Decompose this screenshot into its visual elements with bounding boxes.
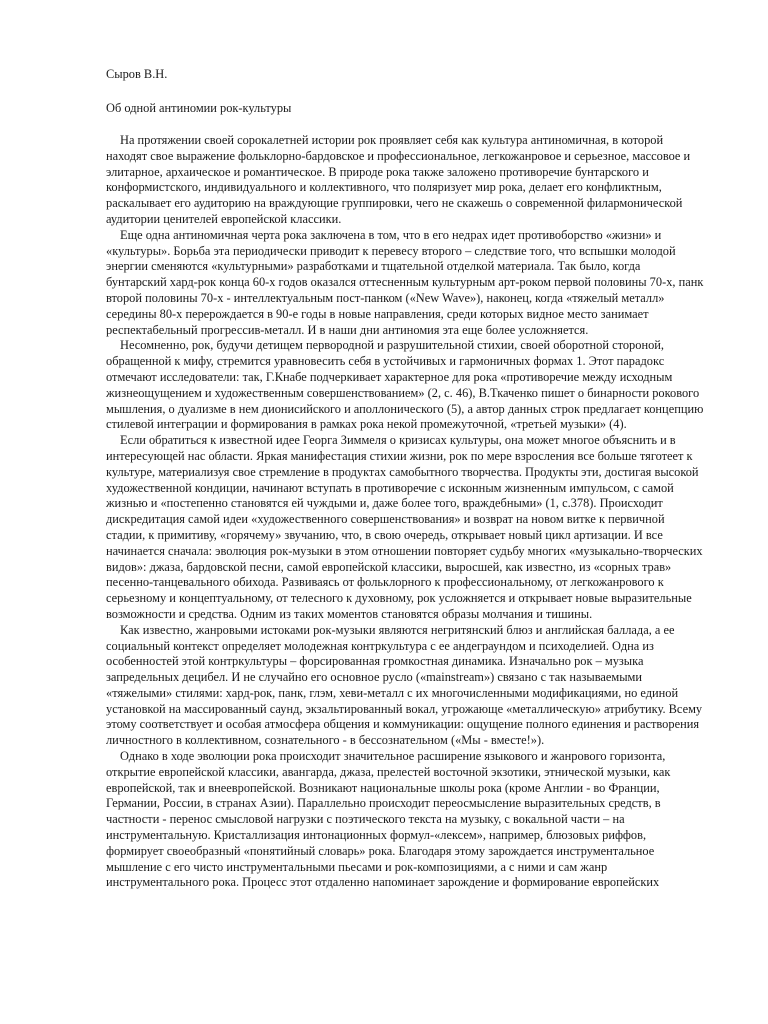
paragraph: Как известно, жанровыми истоками рок-музыки являются негритянский блюз и английская баллада, а ее социальный контекст определяет молодежная контркультура с ее андеграундом и психоделией. Одна из особенностей этой контркультуры – форсированная громкостная динамика. Изначально рок – музыка запредельных децибел. И не случайно его основное русло («mainstream») связано с так называемыми «тяжелыми» стилями: хард-рок, панк, глэм, хеви-металл с их многочисленными модификациями, но единой установкой на массированный саунд, экзальтированный вокал, угрожающе «металлическую» атрибутику. Всему этому соответствует и особая атмосфера общения и коммуникации: ощущение полного единения и растворения личностного в коллективном, сознательного - в бессознательном («Мы - вместе!»).	[106, 622, 703, 748]
article-body	[106, 133, 704, 891]
paragraph: Если обратиться к известной идее Георга Зиммеля о кризисах культуры, она может многое объяснить и в интересующей нас области. Яркая манифестация стихии жизни, рок по мере взросления все больше тяготеет к культуре, материализуя свое стремление в продуктах самобытного творчества. Продукты эти, достигая высокой художественной кондиции, начинают вступать в противоречие с исконным жизненным импульсом, с самой жизнью и «постепенно становятся ей чуждыми и, даже более того, враждебными» (1, с.378). Происходит дискредитация самой идеи «художественного совершенствования» и возврат на новом витке к первичной стадии, к примитиву, «горячему» звучанию, что, в свою очередь, открывает новый цикл артизации. И все начинается сначала: эволюция рок-музыки в этом отношении повторяет судьбу многих «музыкально-творческих видов»: джаза, бардовской песни, самой европейской классики, выросшей, как известно, из «сорных трав» песенно-танцевального обихода. Развиваясь от фольклорного к профессиональному, от легкожанрового к серьезному и концептуальному, от телесного к духовному, рок усложняется и открывает новые выразительные возможности и средства. Одним из таких моментов становятся образы молчания и тишины.	[106, 433, 703, 621]
paragraph: Еще одна антиномичная черта рока заключена в том, что в его недрах идет противоборство «жизни» и «культуры». Борьба эта периодически приводит к перевесу второго – следствие того, что вспышки молодой энергии сменяются «культурными» разработками и тщательной отделкой материала. Так было, когда бунтарский хард-рок конца 60-х годов оказался оттесненным культурным арт-роком первой половины 70-х, панк второй половины 70-х - интеллектуальным пост-панком («New Wave»), наконец, когда «тяжелый металл» середины 80-х перерождается в 90-е годы в новые направления, среди которых видное место занимает респектабельный прогрессив-металл. И в наши дни антиномия эта еще более усложняется.	[106, 227, 704, 337]
document-page	[106, 66, 704, 891]
paragraph: Несомненно, рок, будучи детищем первородной и разрушительной стихии, своей оборотной стороной, обращенной к мифу, стремится уравновесить себя в устойчивых и гармоничных формах 1. Этот парадокс отмечают исследователи: так, Г.Кнабе подчеркивает характерное для рока «противоречие между исходным жизнеощущением и художественным совершенствованием» (2, с. 46), В.Ткаченко пишет о бинарности рокового мышления, о дуализме в нем дионисийского и аполлонического (5), а автор данных строк предлагает концепцию стилевой интеграции и формирования в рамках рока некой промежуточной, «третьей музыки» (4).	[106, 338, 704, 432]
author-name: Сыров В.Н.	[106, 67, 168, 81]
article-title: Об одной антиномии рок-культуры	[106, 101, 292, 115]
paragraph: Однако в ходе эволюции рока происходит значительное расширение языкового и жанрового горизонта, открытие европейской классики, авангарда, джаза, прелестей восточной экзотики, этнической музыки, как европейской, так и внеевропейской. Возникают национальные школы рока (кроме Англии - во Франции, Германии, России, в странах Азии). Параллельно происходит переосмысление выразительных средств, в частности - перенос смысловой нагрузки с поэтического текста на музыку, с вокальной части – на инструментальную. Кристаллизация интонационных формул-«лексем», например, блюзовых риффов, формирует своеобразный «понятийный словарь» рока. Благодаря этому зарождается инструментальное мышление с его чисто инструментальными пьесами и рок-композициями, а с ними и сам жанр инструментального рока. Процесс этот отдаленно напоминает зарождение и формирование европейских	[106, 749, 671, 890]
paragraph: На протяжении своей сорокалетней истории рок проявляет себя как культура антиномичная, в которой находят свое выражение фольклорно-бардовское и профессиональное, легкожанровое и серьезное, массовое и элитарное, архаическое и романтическое. В природе рока также заложено противоречие бунтарского и конформистского, индивидуального и коллективного, что поляризует мир рока, делает его конфликтным, раскалывает его аудиторию на враждующие группировки, чего не скажешь о современной филармонической аудитории ценителей европейской классики.	[106, 133, 691, 226]
